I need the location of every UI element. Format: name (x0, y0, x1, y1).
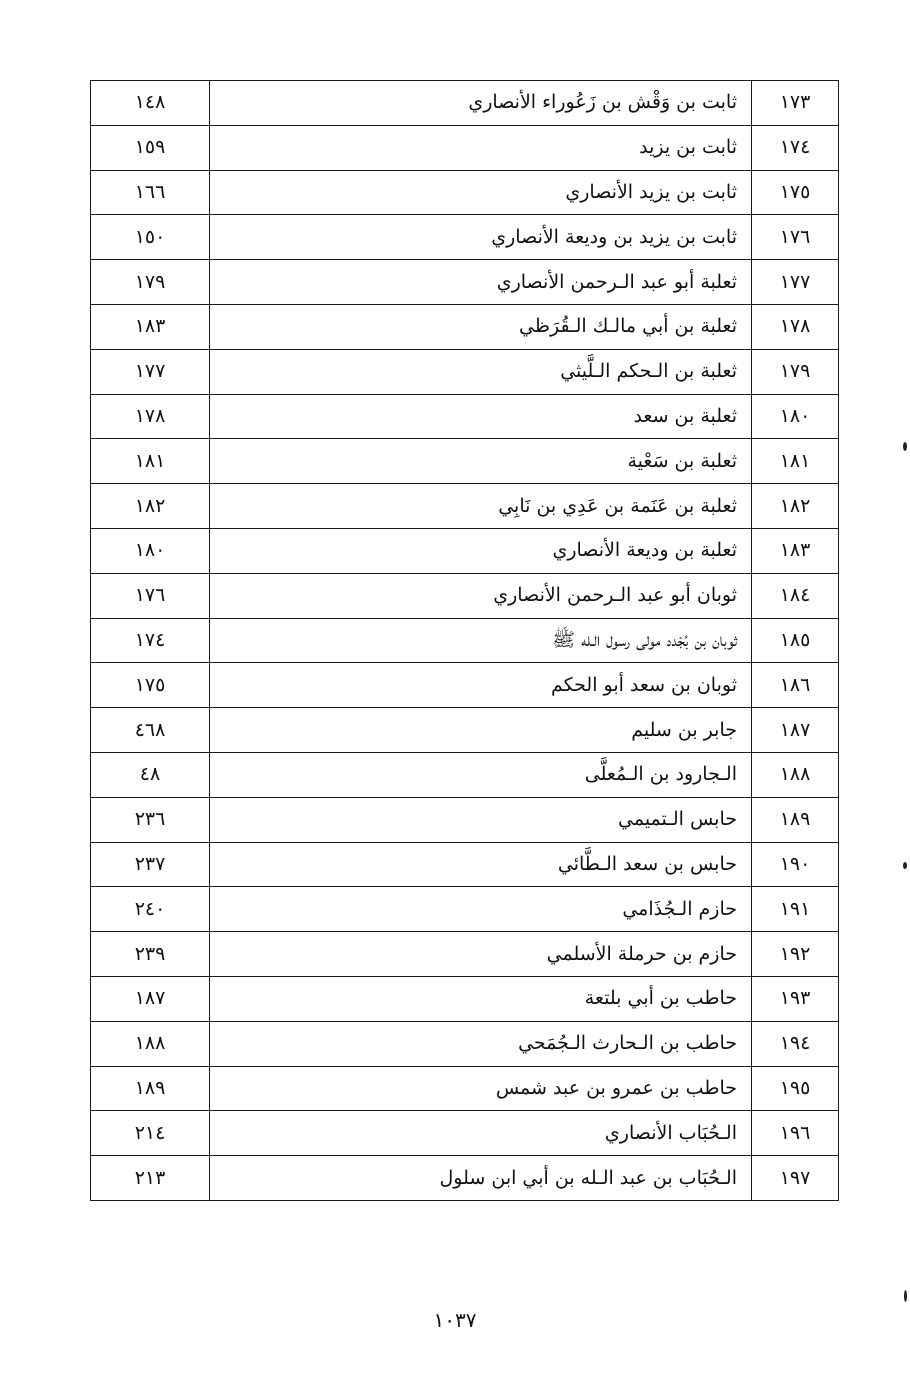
entry-name: ثعلبة بن سعد (210, 394, 752, 439)
entry-number: ١٨٣ (752, 528, 839, 573)
entry-page: ٢١٣ (91, 1156, 210, 1201)
entry-number: ١٨٤ (752, 573, 839, 618)
entry-page: ٢٣٧ (91, 842, 210, 887)
entry-page: ٢٣٩ (91, 932, 210, 977)
entry-page: ١٥٠ (91, 215, 210, 260)
entry-number: ١٨١ (752, 439, 839, 484)
entry-page: ١٧٦ (91, 573, 210, 618)
entry-number: ١٩٦ (752, 1111, 839, 1156)
table-row (91, 394, 839, 439)
table-row (91, 125, 839, 170)
entry-page: ٢٤٠ (91, 887, 210, 932)
entry-name: ثوبان بن بُجْدد مولى رسول الـله ﷺ (210, 618, 752, 663)
page-number: ١٠٣٧ (433, 1308, 477, 1332)
table-row (91, 1066, 839, 1111)
entry-page: ١٨٧ (91, 976, 210, 1021)
entry-name: حاطب بن عمرو بن عبد شمس (210, 1066, 752, 1111)
entry-name: ثوبان أبو عبد الـرحمن الأنصاري (210, 573, 752, 618)
entry-page: ١٧٥ (91, 663, 210, 708)
entry-name: ثعلبة بن عَنَمة بن عَدِي بن نَابِي (210, 484, 752, 529)
table-row (91, 797, 839, 842)
entry-name: ثابت بن يزيد الأنصاري (210, 170, 752, 215)
entry-number: ١٧٧ (752, 260, 839, 305)
table-row (91, 170, 839, 215)
entry-page: ١٧٨ (91, 394, 210, 439)
entry-page: ٢٣٦ (91, 797, 210, 842)
entry-page: ١٦٦ (91, 170, 210, 215)
entry-name: ثابت بن يزيد بن وديعة الأنصاري (210, 215, 752, 260)
table-row (91, 573, 839, 618)
entry-number: ١٨٦ (752, 663, 839, 708)
entry-name: ثابت بن يزيد (210, 125, 752, 170)
entry-page: ٤٦٨ (91, 708, 210, 753)
entry-number: ١٧٤ (752, 125, 839, 170)
entry-name: ثعلبة بن أبي مالـك الـقُرَظي (210, 304, 752, 349)
table-row (91, 1021, 839, 1066)
table-row (91, 887, 839, 932)
entry-page: ١٧٩ (91, 260, 210, 305)
table-row (91, 304, 839, 349)
margin-mark-bottom (904, 1290, 907, 1302)
entry-name: حابس الـتميمي (210, 797, 752, 842)
entry-number: ١٨٢ (752, 484, 839, 529)
entry-number: ١٨٨ (752, 752, 839, 797)
entry-page: ١٧٤ (91, 618, 210, 663)
entry-number: ١٨٥ (752, 618, 839, 663)
entry-name: حازم بن حرملة الأسلمي (210, 932, 752, 977)
entry-name: ثعلبة بن وديعة الأنصاري (210, 528, 752, 573)
table-row (91, 663, 839, 708)
table-row (91, 439, 839, 484)
entry-page: ١٨٠ (91, 528, 210, 573)
entry-name: ثوبان بن سعد أبو الحكم (210, 663, 752, 708)
entry-number: ١٨٧ (752, 708, 839, 753)
index-table (90, 80, 839, 1201)
table-row (91, 1156, 839, 1201)
margin-mark-top (903, 442, 907, 451)
entry-number: ١٩٢ (752, 932, 839, 977)
entry-name: الـحُبَاب الأنصاري (210, 1111, 752, 1156)
table-row (91, 215, 839, 260)
entry-name: ثعلبة بن الـحكم الـلَّيثي (210, 349, 752, 394)
entry-name: حاطب بن أبي بلتعة (210, 976, 752, 1021)
entry-number: ١٩٥ (752, 1066, 839, 1111)
entry-page: ١٥٩ (91, 125, 210, 170)
entry-page: ٤٨ (91, 752, 210, 797)
table-row (91, 260, 839, 305)
entry-name: الـحُبَاب بن عبد الـله بن أبي ابن سلول (210, 1156, 752, 1201)
entry-number: ١٩٠ (752, 842, 839, 887)
table-row (91, 81, 839, 126)
entry-page: ١٨٩ (91, 1066, 210, 1111)
table-row (91, 528, 839, 573)
table-row (91, 349, 839, 394)
entry-number: ١٨٠ (752, 394, 839, 439)
entry-number: ١٧٥ (752, 170, 839, 215)
entry-page: ١٤٨ (91, 81, 210, 126)
table-row (91, 752, 839, 797)
entry-name: حازم الـجُذَامي (210, 887, 752, 932)
entry-name: الـجارود بن الـمُعلَّى (210, 752, 752, 797)
entry-page: ١٨٣ (91, 304, 210, 349)
entry-page: ٢١٤ (91, 1111, 210, 1156)
entry-number: ١٧٨ (752, 304, 839, 349)
table-row (91, 708, 839, 753)
entry-page: ١٨٨ (91, 1021, 210, 1066)
entry-page: ١٧٧ (91, 349, 210, 394)
entry-page: ١٨١ (91, 439, 210, 484)
entry-number: ١٩٧ (752, 1156, 839, 1201)
entry-number: ١٨٩ (752, 797, 839, 842)
entry-number: ١٩١ (752, 887, 839, 932)
entry-name: ثعلبة أبو عبد الـرحمن الأنصاري (210, 260, 752, 305)
entry-page: ١٨٢ (91, 484, 210, 529)
entry-name: حاطب بن الـحارث الـجُمَحي (210, 1021, 752, 1066)
entry-number: ١٩٤ (752, 1021, 839, 1066)
table-row (91, 484, 839, 529)
table-row (91, 932, 839, 977)
entry-name: ثعلبة بن سَعْية (210, 439, 752, 484)
margin-mark-middle (903, 862, 907, 869)
table-row (91, 1111, 839, 1156)
index-table-body (91, 81, 839, 1201)
entry-name: جابر بن سليم (210, 708, 752, 753)
entry-name: حابس بن سعد الـطَّائي (210, 842, 752, 887)
table-row (91, 842, 839, 887)
entry-number: ١٩٣ (752, 976, 839, 1021)
entry-number: ١٧٣ (752, 81, 839, 126)
table-row (91, 976, 839, 1021)
entry-name: ثابت بن وَقْش بن زَعُوراء الأنصاري (210, 81, 752, 126)
entry-number: ١٧٩ (752, 349, 839, 394)
table-row (91, 618, 839, 663)
entry-number: ١٧٦ (752, 215, 839, 260)
